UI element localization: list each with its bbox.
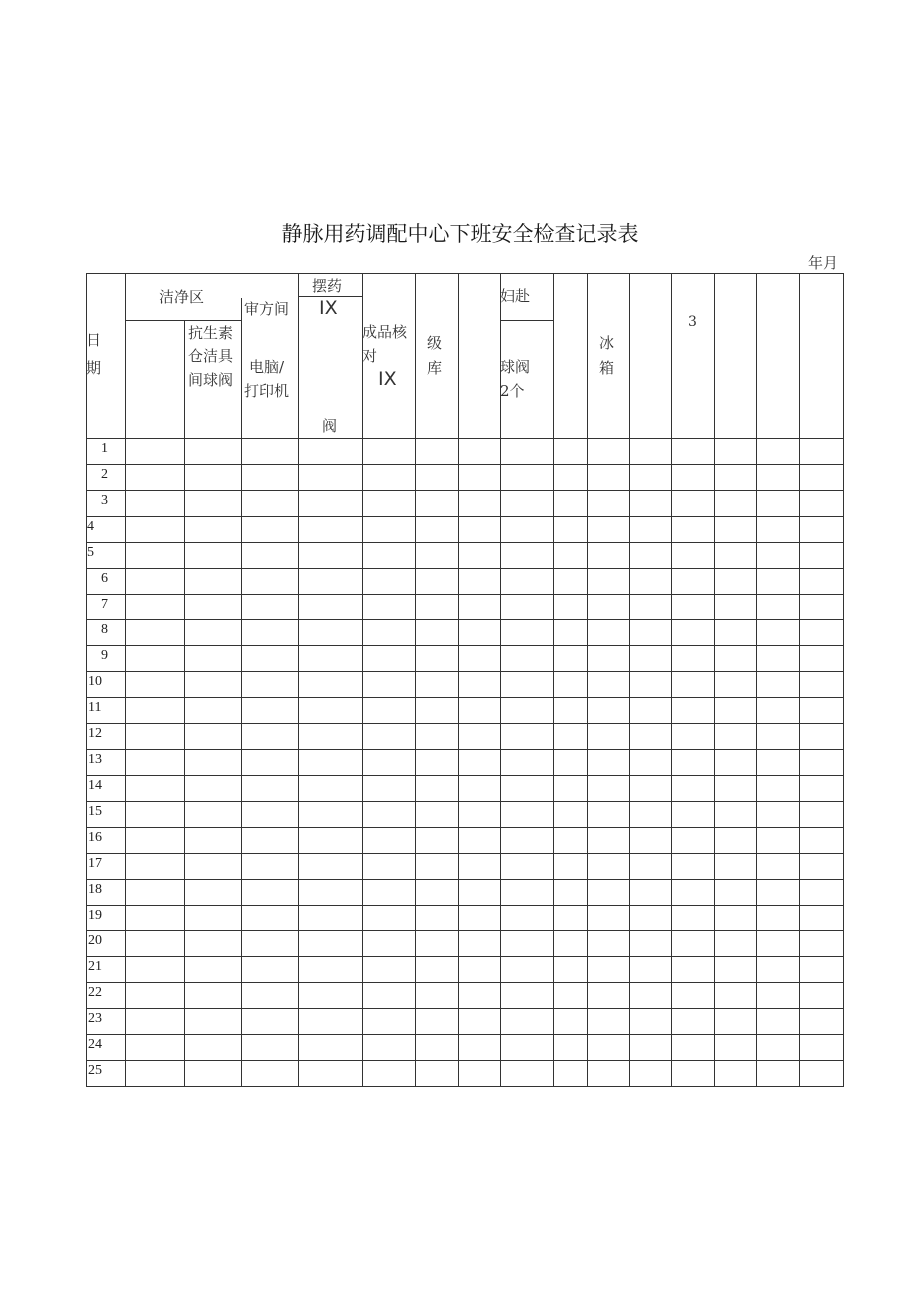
product-check-header-1: 成品核 (362, 323, 408, 341)
column-line (362, 273, 363, 1086)
column-line (587, 273, 588, 1086)
header-subline-clean-area (125, 320, 241, 321)
row-number: 14 (88, 777, 102, 793)
row-line (86, 982, 843, 983)
row-line (86, 1008, 843, 1009)
column-line (125, 273, 126, 320)
row-line (86, 905, 843, 906)
row-line (86, 568, 843, 569)
row-line (86, 749, 843, 750)
ball-valve-header-1: 球阀 (500, 358, 531, 376)
row-number: 20 (88, 933, 102, 949)
row-line (86, 1086, 843, 1087)
header-subline-fu (500, 320, 553, 321)
row-line (86, 827, 843, 828)
ball-valve-header-2: 2个 (500, 382, 525, 400)
column-line (184, 320, 185, 1086)
column-line (458, 273, 459, 1086)
row-number: 13 (88, 752, 102, 768)
dispense-header: 摆药 (312, 277, 343, 295)
column-line (629, 273, 630, 1086)
row-number: 8 (101, 622, 108, 638)
row-line (86, 594, 843, 595)
column-line (756, 273, 757, 1086)
antibiotic-header-3: 间球阀 (188, 371, 234, 389)
computer-header-1: 电脑/ (249, 358, 285, 376)
product-check-mark: IX (378, 368, 397, 390)
fu-header: 妇赴 (500, 287, 531, 305)
row-number: 18 (88, 881, 102, 897)
column-line (500, 273, 501, 1086)
table-border-left (86, 273, 87, 1086)
row-line (86, 801, 843, 802)
antibiotic-header-2: 仓洁具 (188, 347, 234, 365)
row-line (86, 645, 843, 646)
column-line (799, 273, 800, 1086)
row-number: 24 (88, 1037, 102, 1053)
row-number: 7 (101, 596, 108, 612)
row-line (86, 1060, 843, 1061)
column-line (241, 298, 242, 1086)
row-number: 17 (88, 855, 102, 871)
row-line (86, 619, 843, 620)
dispense-mark: IX (319, 297, 338, 319)
row-number: 6 (101, 570, 108, 586)
row-number: 15 (88, 803, 102, 819)
column-line (125, 320, 126, 1086)
header-subline-dispense (298, 296, 362, 297)
row-line (86, 464, 843, 465)
fridge-header-1: 冰 (599, 334, 615, 352)
row-line (86, 1034, 843, 1035)
row-number: 12 (88, 726, 102, 742)
column-line (553, 273, 554, 1086)
clean-area-header: 洁净区 (159, 288, 205, 306)
row-line (86, 775, 843, 776)
row-number: 5 (87, 544, 94, 560)
row-line (86, 438, 843, 439)
date-header-2: 期 (86, 359, 102, 377)
level-header-1: 级 (427, 334, 443, 352)
row-number: 2 (101, 466, 108, 482)
row-number: 19 (88, 907, 102, 923)
column-line (415, 273, 416, 1086)
level-header-2: 库 (427, 359, 443, 377)
row-number: 4 (87, 518, 94, 534)
row-number: 10 (88, 674, 102, 690)
table-border-top (86, 273, 843, 274)
row-line (86, 879, 843, 880)
row-number: 1 (101, 441, 108, 456)
page-title: 静脉用药调配中心下班安全检查记录表 (281, 222, 639, 246)
row-line (86, 930, 843, 931)
row-number: 22 (88, 985, 102, 1001)
antibiotic-header-1: 抗生素 (188, 324, 234, 342)
column-three-header: 3 (688, 314, 697, 330)
row-line (86, 490, 843, 491)
date-header: 日 (86, 331, 102, 349)
year-month-label: 年月 (808, 254, 839, 272)
row-number: 25 (88, 1063, 102, 1079)
row-line (86, 671, 843, 672)
row-line (86, 697, 843, 698)
column-line (298, 273, 299, 1086)
row-number: 3 (101, 492, 108, 508)
row-line (86, 723, 843, 724)
row-number: 16 (88, 829, 102, 845)
row-line (86, 956, 843, 957)
column-line (671, 273, 672, 1086)
row-number: 11 (88, 700, 102, 716)
table-border-right (843, 273, 844, 1087)
column-line (714, 273, 715, 1086)
product-check-header-2: 对 (362, 347, 378, 365)
row-line (86, 853, 843, 854)
inspection-table (86, 273, 843, 1086)
review-room-header: 审方间 (244, 300, 290, 318)
row-number: 9 (101, 648, 108, 664)
row-number: 23 (88, 1011, 102, 1027)
dispense-valve: 阀 (322, 417, 338, 435)
row-line (86, 516, 843, 517)
row-number: 21 (88, 959, 102, 975)
fridge-header-2: 箱 (599, 359, 615, 377)
computer-header-2: 打印机 (244, 382, 290, 400)
row-line (86, 542, 843, 543)
